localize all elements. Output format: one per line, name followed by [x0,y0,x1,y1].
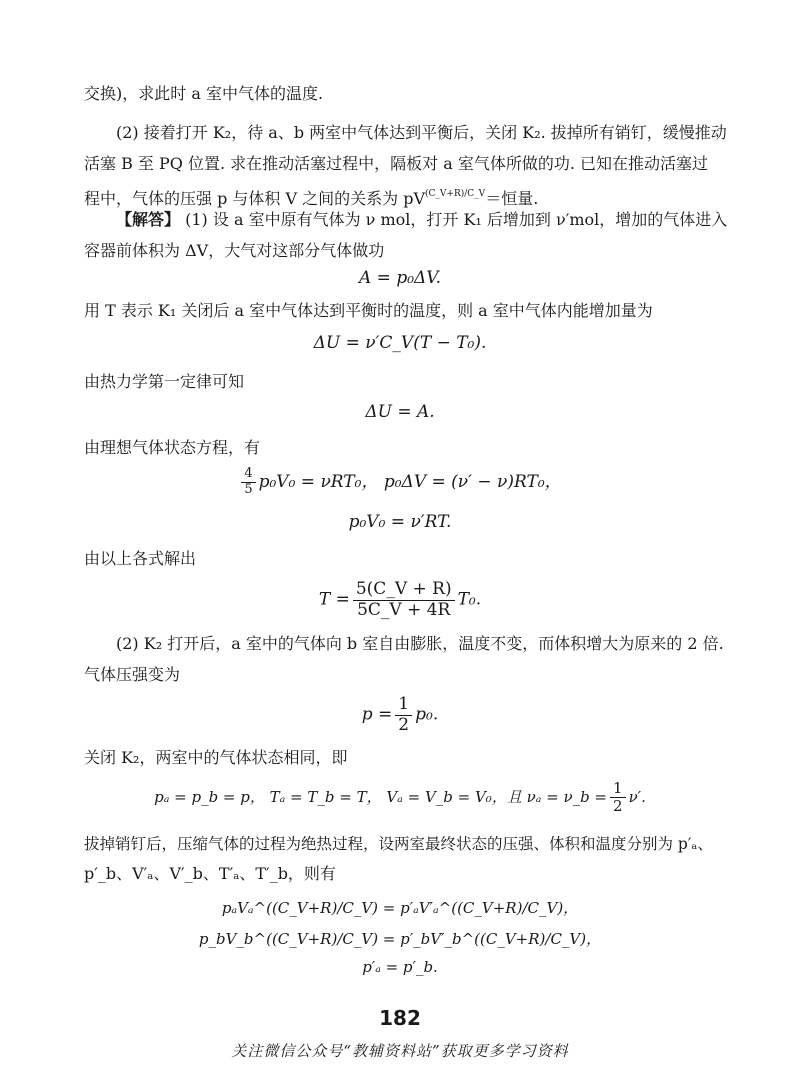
text-segment: (1) 设 a 室中原有气体为 ν mol，打开 K₁ 后增加到 ν′mol，增加的气体进入 [180,210,728,229]
text-line: 容器前体积为 ΔV，大气对这部分气体做功 [84,241,385,260]
text-line: (2) 接着打开 K₂，待 a、b 两室中气体达到平衡后，关闭 K₂. 拔掉所有销钉，缓慢推动 [116,123,727,142]
text-line: 由以上各式解出 [84,549,197,568]
equation-segment: p = [361,704,393,725]
text-line: 气体压强变为 [84,665,181,684]
equation: ΔU = ν′C_V(T − T₀). [313,333,487,353]
equation-segment: pₐ = p_b = p， Tₐ = T_b = T， Vₐ = V_b = V₀，且 νₐ = ν_b = [154,787,608,806]
numerator: 1 [395,695,412,716]
text-line: 由热力学第一定律可知 [84,372,245,391]
equation [0,580,800,620]
equation [0,467,800,498]
denominator: 2 [613,797,623,816]
equation-segment: T₀. [457,589,482,610]
equation [0,695,800,735]
numerator: 5(C_V + R) [353,580,455,601]
numerator: 1 [610,780,626,798]
equation [0,780,800,816]
equation-segment: p₀V₀ = νRT₀， p₀ΔV = (ν′ − ν)RT₀， [258,472,562,492]
text-line: 拔掉销钉后，压缩气体的过程为绝热过程，设两室最终状态的压强、体积和温度分别为 p′ₐ、 [84,835,713,853]
fraction [395,695,412,735]
page-number: 182 [379,1006,421,1030]
text-line [84,204,728,235]
equation-segment: T = [318,589,350,610]
equation-segment: ν′. [628,787,646,806]
equation: p′ₐ = p′_b. [362,958,438,976]
solution-tag: 【解答】 [116,210,181,229]
equation: ΔU = A. [365,402,435,422]
text-line: (2) K₂ 打开后，a 室中的气体向 b 室自由膨胀，温度不变，而体积增大为原来的 2 倍. [116,634,724,653]
exponent: (C_V+R)/C_V [425,189,486,199]
equation-segment: p₀. [415,704,439,725]
text-line: 关闭 K₂，两室中的气体状态相同，即 [84,748,348,767]
text-line: 用 T 表示 K₁ 关闭后 a 室中气体达到平衡时的温度，则 a 室中气体内能增加量为 [84,301,653,320]
text-line: 由理想气体状态方程，有 [84,438,261,457]
text-segment: ＝恒量. [485,189,539,208]
denominator: 5 [244,482,253,497]
denominator: 2 [398,714,410,735]
text-line: 活塞 B 至 PQ 位置. 求在推动活塞过程中，隔板对 a 室气体所做的功. 已知在推动活塞过 [84,154,709,173]
equation: pₐVₐ^((C_V+R)/C_V) = p′ₐV′ₐ^((C_V+R)/C_V)， [221,899,579,917]
fraction [610,780,626,816]
footer-note: 关注微信公众号“教辅资料站”获取更多学习资料 [231,1042,569,1060]
equation: p₀V₀ = ν′RT. [348,512,452,532]
denominator: 5C_V + 4R [357,599,451,620]
fraction [353,580,455,620]
equation: p_bV_b^((C_V+R)/C_V) = p′_bV′_b^((C_V+R)/C_V)， [198,930,602,948]
fraction [241,467,255,498]
text-segment: 程中，气体的压强 p 与体积 V 之间的关系为 pV [84,189,426,208]
numerator: 4 [241,467,255,483]
equation: A = p₀ΔV. [358,268,441,288]
text-line: p′_b、V′ₐ、V′_b、T′ₐ、T′_b，则有 [84,864,336,883]
text-line: 交换)，求此时 a 室中气体的温度. [84,84,324,103]
